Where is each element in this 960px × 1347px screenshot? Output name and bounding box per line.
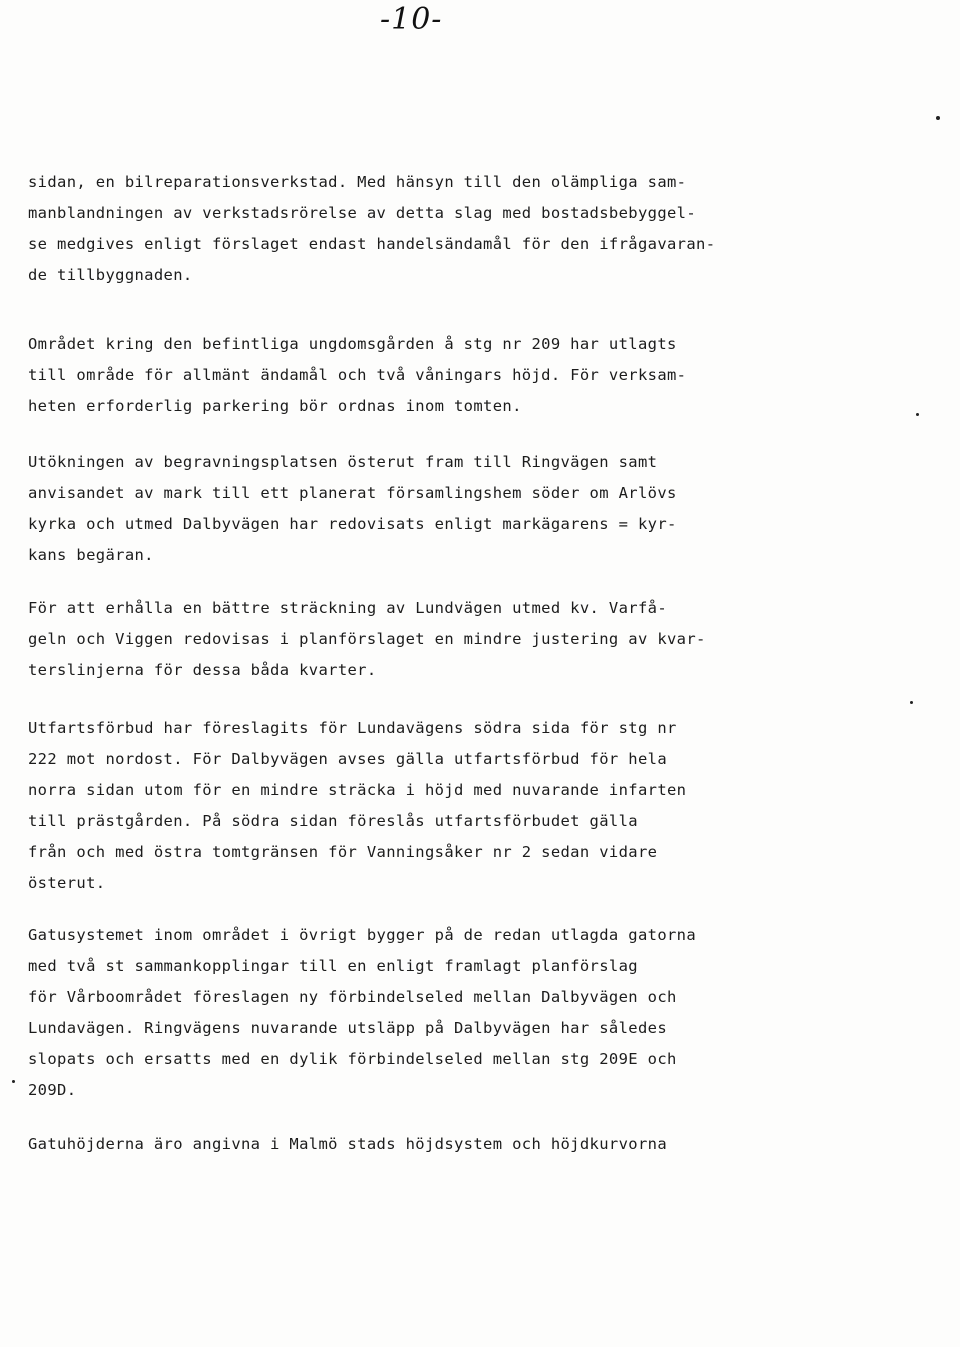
page-number: -10- bbox=[380, 2, 443, 37]
text-line: terslinjerna för dessa båda kvarter. bbox=[28, 661, 377, 679]
scan-speck bbox=[12, 1080, 15, 1083]
text-line: med två st sammankopplingar till en enligt framlagt planförslag bbox=[28, 957, 638, 975]
paragraph-begravningsplatsen bbox=[28, 447, 788, 571]
text-line: Gatuhöjderna äro angivna i Malmö stads höjdsystem och höjdkurvorna bbox=[28, 1135, 667, 1153]
text-line: slopats och ersatts med en dylik förbindelseled mellan stg 209E och bbox=[28, 1050, 677, 1068]
text-line: kyrka och utmed Dalbyvägen har redovisats enligt markägarens = kyr- bbox=[28, 515, 677, 533]
text-line: österut. bbox=[28, 874, 106, 892]
text-line: för Vårboområdet föreslagen ny förbindelseled mellan Dalbyvägen och bbox=[28, 988, 677, 1006]
text-line: anvisandet av mark till ett planerat församlingshem söder om Arlövs bbox=[28, 484, 677, 502]
text-line: Gatusystemet inom området i övrigt bygger på de redan utlagda gatorna bbox=[28, 926, 697, 944]
text-line: Utfartsförbud har föreslagits för Lundavägens södra sida för stg nr bbox=[28, 719, 677, 737]
paragraph-gatuhojderna bbox=[28, 1129, 788, 1160]
scan-speck bbox=[916, 413, 919, 416]
text-line: se medgives enligt förslaget endast handelsändamål för den ifrågavaran- bbox=[28, 235, 716, 253]
text-line: För att erhålla en bättre sträckning av Lundvägen utmed kv. Varfå- bbox=[28, 599, 667, 617]
text-line: Lundavägen. Ringvägens nuvarande utsläpp på Dalbyvägen har således bbox=[28, 1019, 667, 1037]
text-line: 222 mot nordost. För Dalbyvägen avses gälla utfartsförbud för hela bbox=[28, 750, 667, 768]
text-line: norra sidan utom för en mindre sträcka i höjd med nuvarande infarten bbox=[28, 781, 687, 799]
paragraph-verkstad bbox=[28, 167, 788, 291]
scan-speck bbox=[910, 701, 913, 704]
text-line: 209D. bbox=[28, 1081, 77, 1099]
paragraph-utfartsforbud bbox=[28, 713, 788, 899]
text-line: till område för allmänt ändamål och två våningars höjd. För verksam- bbox=[28, 366, 687, 384]
scan-speck bbox=[936, 116, 940, 120]
text-line: Utökningen av begravningsplatsen österut fram till Ringvägen samt bbox=[28, 453, 658, 471]
text-line: heten erforderlig parkering bör ordnas inom tomten. bbox=[28, 397, 522, 415]
text-line: de tillbyggnaden. bbox=[28, 266, 193, 284]
text-line: från och med östra tomtgränsen för Vanningsåker nr 2 sedan vidare bbox=[28, 843, 658, 861]
text-line: kans begäran. bbox=[28, 546, 154, 564]
text-line: manblandningen av verkstadsrörelse av detta slag med bostadsbebyggel- bbox=[28, 204, 697, 222]
text-line: geln och Viggen redovisas i planförslaget en mindre justering av kvar- bbox=[28, 630, 706, 648]
paragraph-lundvagen bbox=[28, 593, 788, 686]
text-line: Området kring den befintliga ungdomsgården å stg nr 209 har utlagts bbox=[28, 335, 677, 353]
paragraph-gatusystemet bbox=[28, 920, 788, 1106]
text-line: till prästgården. På södra sidan föreslås utfartsförbudet gälla bbox=[28, 812, 638, 830]
paragraph-ungdomsgarden bbox=[28, 329, 788, 422]
text-line: sidan, en bilreparationsverkstad. Med hänsyn till den olämpliga sam- bbox=[28, 173, 687, 191]
